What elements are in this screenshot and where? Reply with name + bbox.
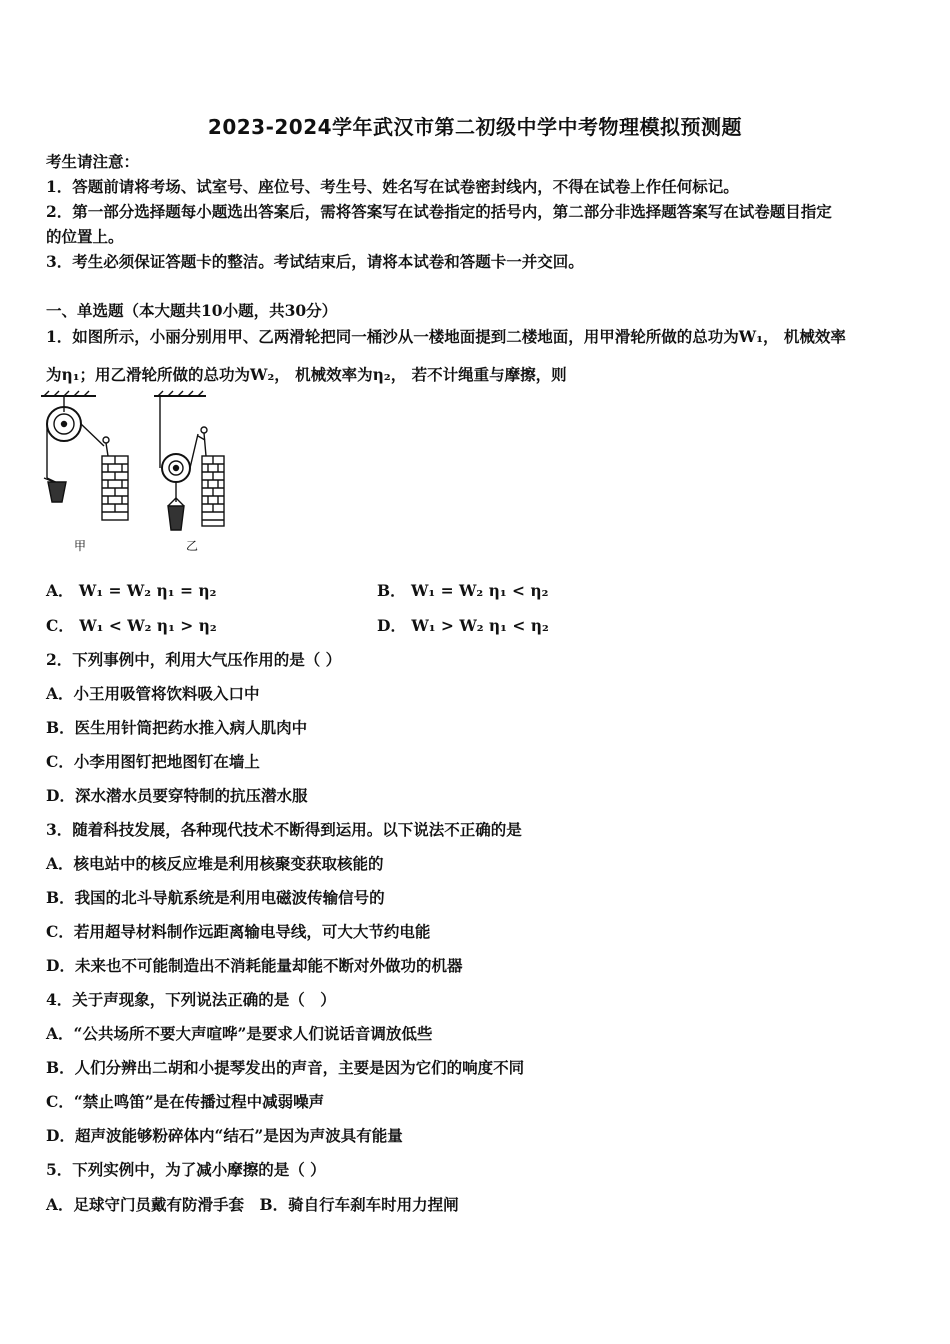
question-4-option-a[interactable]: A．“公共场所不要大声喧哗”是要求人们说话音调放低些: [46, 1024, 433, 1043]
question-3-option-b[interactable]: B．我国的北斗导航系统是利用电磁波传输信号的: [46, 888, 385, 907]
question-2-option-c[interactable]: C．小李用图钉把地图钉在墙上: [46, 752, 260, 771]
question-1-option-a[interactable]: A． W₁ = W₂ η₁ = η₂: [46, 581, 217, 600]
question-1-stem: 1．如图所示，小丽分别用甲、乙两滑轮把同一桶沙从一楼地面提到二楼地面，用甲滑轮所做的总功为W₁， 机械效率: [46, 327, 846, 346]
question-1-option-d[interactable]: D． W₁ > W₂ η₁ < η₂: [377, 616, 549, 635]
question-2-option-a[interactable]: A．小王用吸管将饮料吸入口中: [46, 684, 260, 703]
question-2-option-b[interactable]: B．医生用针筒把药水推入病人肌肉中: [46, 718, 308, 737]
figure-label-a: 甲: [74, 539, 87, 553]
question-3-option-a[interactable]: A．核电站中的核反应堆是利用核聚变获取核能的: [46, 854, 384, 873]
notice-item: 1．答题前请将考场、试室号、座位号、考生号、姓名写在试卷密封线内，不得在试卷上作任何标记。: [46, 177, 739, 196]
question-4-stem: 4．关于声现象，下列说法正确的是（ ）: [46, 990, 336, 1009]
section-heading: 一、单选题（本大题共10小题，共30分）: [46, 301, 338, 320]
question-4-option-c[interactable]: C．“禁止鸣笛”是在传播过程中减弱噪声: [46, 1092, 325, 1111]
notice-item: 3．考生必须保证答题卡的整洁。考试结束后，请将本试卷和答题卡一并交回。: [46, 252, 584, 271]
pulley-diagram: [36, 390, 246, 560]
movable-pulley-figure: [154, 391, 224, 530]
question-5-stem: 5．下列实例中，为了减小摩擦的是（ ）: [46, 1160, 326, 1179]
notice-item: 的位置上。: [46, 227, 124, 246]
figure-label-b: 乙: [186, 539, 199, 553]
question-3-stem: 3．随着科技发展，各种现代技术不断得到运用。以下说法不正确的是: [46, 820, 522, 839]
question-5-options[interactable]: A．足球守门员戴有防滑手套 B．骑自行车刹车时用力捏闸: [46, 1195, 459, 1214]
question-1-stem-cont: 为η₁；用乙滑轮所做的总功为W₂， 机械效率为η₂， 若不计绳重与摩擦，则: [46, 365, 567, 384]
question-3-option-c[interactable]: C．若用超导材料制作远距离输电导线，可大大节约电能: [46, 922, 431, 941]
question-1-option-c[interactable]: C． W₁ < W₂ η₁ > η₂: [46, 616, 217, 635]
question-3-option-d[interactable]: D．未来也不可能制造出不消耗能量却能不断对外做功的机器: [46, 956, 463, 975]
question-4-option-b[interactable]: B．人们分辨出二胡和小提琴发出的声音，主要是因为它们的响度不同: [46, 1058, 525, 1077]
question-4-option-d[interactable]: D．超声波能够粉碎体内“结石”是因为声波具有能量: [46, 1126, 403, 1145]
notice-heading: 考生请注意：: [46, 152, 140, 171]
page-title: 2023-2024学年武汉市第二初级中学中考物理模拟预测题: [207, 115, 743, 139]
notice-item: 2．第一部分选择题每小题选出答案后，需将答案写在试卷指定的括号内，第二部分非选择题答案写在试卷题目指定: [46, 202, 832, 221]
fixed-pulley-figure: [41, 391, 128, 520]
question-2-stem: 2．下列事例中，利用大气压作用的是（ ）: [46, 650, 342, 669]
question-2-option-d[interactable]: D．深水潜水员要穿特制的抗压潜水服: [46, 786, 308, 805]
question-1-option-b[interactable]: B． W₁ = W₂ η₁ < η₂: [377, 581, 549, 600]
